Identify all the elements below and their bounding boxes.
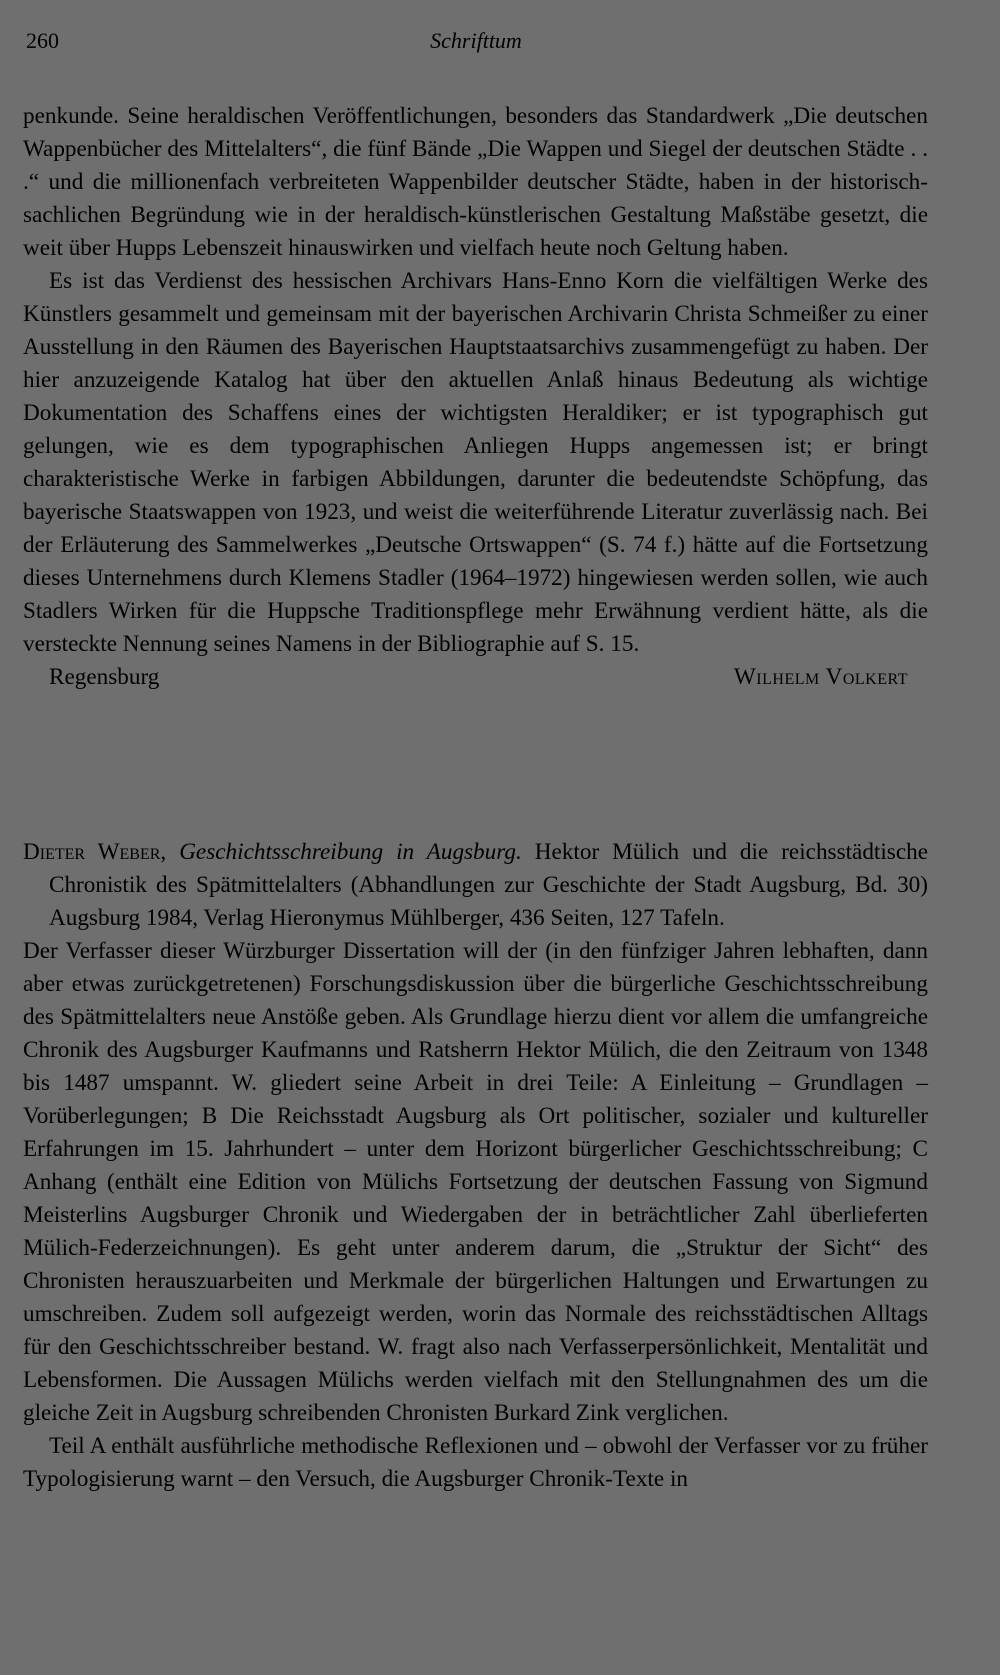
- citation-details: Hektor Mülich und die reichsstädtische Chronistik des Spätmittelalters (Abhandlungen zur Geschichte der Stadt Augsburg, Bd. 30) Augsburg 1984, Verlag Hieronymus Mühlberger, 436 Seiten, 127 Tafeln.: [49, 839, 929, 931]
- running-head: Schrifttum: [430, 28, 522, 53]
- review-entry: [23, 836, 928, 1496]
- citation-author: Dieter Weber,: [23, 839, 167, 865]
- citation-title: Geschichtsschreibung in Augsburg.: [179, 839, 522, 865]
- paragraph: penkunde. Seine heraldischen Veröffentlichungen, besonders das Standardwerk „Die deutschen Wappenbücher des Mittelalters“, die fünf Bände „Die Wappen und Siegel der deutschen Städte . . .“ und die millionenfach verbreiteten Wappenbilder deutscher Städte, haben in der historisch-sachlichen Begründung wie in der heraldisch-künstlerischen Gestaltung Maßstäbe gesetzt, die weit über Hupps Lebenszeit hinauswirken und vielfach heute noch Geltung haben.: [23, 103, 928, 261]
- page-header: [26, 28, 926, 62]
- paragraph: Teil A enthält ausführliche methodische Reflexionen und – obwohl der Verfasser vor zu früher Typologisierung warnt – den Versuch, die Augsburger Chronik-Texte in: [23, 1433, 928, 1492]
- bibliographic-citation: [23, 836, 928, 935]
- signature-reviewer: Wilhelm Volkert: [733, 664, 908, 690]
- review-continuation: [23, 100, 928, 694]
- review-signature: [23, 661, 928, 694]
- signature-place: Regensburg: [49, 664, 160, 690]
- page-number: 260: [26, 28, 59, 53]
- paragraph: Es ist das Verdienst des hessischen Archivars Hans-Enno Korn die vielfältigen Werke des Künstlers gesammelt und gemeinsam mit der bayerischen Archivarin Christa Schmeißer zu einer Ausstellung in den Räumen des Bayerischen Hauptstaatsarchivs zusammengefügt zu haben. Der hier anzuzeigende Katalog hat über den aktuellen Anlaß hinaus Bedeutung als wichtige Dokumentation des Schaffens eines der wichtigsten Heraldiker; er ist typographisch gut gelungen, wie es dem typographischen Anliegen Hupps angemessen ist; er bringt charakteristische Werke in farbigen Abbildungen, darunter die bedeutendste Schöpfung, das bayerische Staatswappen von 1923, und weist die weiterführende Literatur zuverlässig nach. Bei der Erläuterung des Sammelwerkes „Deutsche Ortswappen“ (S. 74 f.) hätte auf die Fortsetzung dieses Unternehmens durch Klemens Stadler (1964–1972) hingewiesen werden sollen, wie auch Stadlers Wirken für die Huppsche Traditionspflege mehr Erwähnung verdient hätte, als die versteckte Nennung seines Namens in der Bibliographie auf S. 15.: [23, 268, 928, 657]
- paragraph: Der Verfasser dieser Würzburger Dissertation will der (in den fünfziger Jahren lebhaften, dann aber etwas zurückgetretenen) Forschungsdiskussion über die bürgerliche Geschichtsschreibung des Spätmittelalters neue Anstöße geben. Als Grundlage hierzu dient vor allem die umfangreiche Chronik des Augsburger Kaufmanns und Ratsherrn Hektor Mülich, die den Zeitraum von 1348 bis 1487 umspannt. W. gliedert seine Arbeit in drei Teile: A Einleitung – Grundlagen – Vorüberlegungen; B Die Reichsstadt Augsburg als Ort politischer, sozialer und kultureller Erfahrungen im 15. Jahrhundert – unter dem Horizont bürgerlicher Geschichtsschreibung; C Anhang (enthält eine Edition von Mülichs Fortsetzung der deutschen Fassung von Sigmund Meisterlins Augsburger Chronik und Wiedergaben der in beträchtlicher Zahl überlieferten Mülich-Federzeichnungen). Es geht unter anderem darum, die „Struktur der Sicht“ des Chronisten herauszuarbeiten und Merkmale der bürgerlichen Haltungen und Erwartungen zu umschreiben. Zudem soll aufgezeigt werden, worin das Normale des reichsstädtischen Alltags für den Geschichtsschreiber bestand. W. fragt also nach Verfasserpersönlichkeit, Mentalität und Lebensformen. Die Aussagen Mülichs werden vielfach mit den Stellungnahmen des um die gleiche Zeit in Augsburg schreibenden Chronisten Burkard Zink verglichen.: [23, 938, 928, 1426]
